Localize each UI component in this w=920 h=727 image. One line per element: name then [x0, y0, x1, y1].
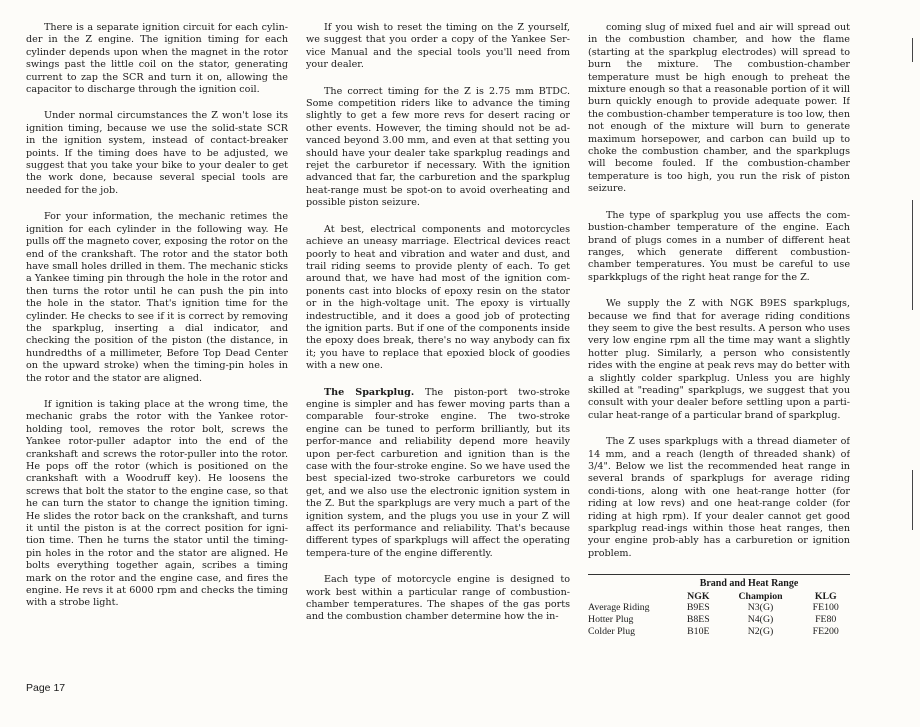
paragraph: The correct timing for the Z is 2.75 mm BTDC. Some competition riders like to advance the timing slightly to get a few more revs for desert racing or other events. However, the timing should not be ad-vanced beyond 3.00 mm, and even at that setting you should have your dealer take sparkplug readings and rejet the carburetor if necessary. With the ignition advanced that far, the carburetion and the sparkplug heat-range must be spot-on to avoid overheating and possible piston seizure.: [306, 85, 570, 209]
paragraph: For your information, the mechanic retimes the ignition for each cylinder in the following way. He pulls off the magneto cover, exposing the rotor on the end of the crankshaft. The rotor and the stator both have small holes drilled in them. The mechanic sticks a Yankee timing pin through the hole in the rotor and then turns the rotor until he can push the pin into the hole in the stator. That's ignition time for the cylinder. He checks to see if it is correct by removing the sparkplug, inserting a dial indicator, and checking the position of the piston (the distance, in hundredths of a millimeter, Before Top Dead Center on the upward stroke) when the timing-pin holes in the rotor and the stator are aligned.: [26, 211, 288, 384]
table-row-label: Hotter Plug: [588, 614, 634, 626]
table-cell-champion: N2(G): [747, 626, 774, 638]
table-row: [588, 614, 850, 626]
paragraph: Under normal circumstances the Z won't lose its ignition timing, because we use the solid-state SCR in the ignition system, instead of contact-breaker points. If the timing does have to be adjusted, we suggest that you take your bike to your dealer to get the work done, because several special tools are needed for the job.: [26, 110, 288, 196]
table-row-label: Colder Plug: [588, 626, 636, 638]
column-right: [588, 22, 850, 712]
table-cell-ngk: B10E: [687, 626, 710, 638]
paragraph-text: The piston-port two-stroke engine is simpler and has fewer moving parts than a comparable four-stroke engine. The two-stroke engine can be tuned to perform brilliantly, but its perfor-mance and reliability depend more heavily upon per-fect carburetion and ignition than is the case with the four-stroke engine. So we have used the best special-ized two-stroke carburetors we could get, and we also use the electronic ignition system in the Z. But the sparkplugs are very much a part of the ignition system, and the plugs you use in your Z will affect its performance and reliability. That's because different types of sparkplugs will affect the operating tempera-ture of the engine differently.: [306, 386, 570, 559]
page-edge-mark: [912, 38, 913, 62]
paragraph: At best, electrical components and motorcycles achieve an uneasy marriage. Electrical devices react poorly to heat and vibration and water and dust, and trail riding seems to provide plenty of each. To get around that, we have had most of the ignition com-ponents cast into blocks of epoxy resin on the stator or in the high-voltage unit. The epoxy is virtually indestructible, and it does a good job of protecting the ignition parts. But if one of the components inside the epoxy does break, there's no way anybody can fix it; you have to replace that epoxied block of goodies with a new one.: [306, 223, 570, 372]
table-cell-klg: FE100: [812, 602, 839, 614]
table-header-row: [588, 591, 850, 602]
column-middle: [306, 22, 570, 712]
paragraph: If you wish to reset the timing on the Z yourself, we suggest that you order a copy of the Yankee Ser-vice Manual and the special tools you'll need from your dealer.: [306, 22, 570, 71]
table-cell-ngk: B8ES: [686, 614, 710, 626]
page-number: Page 17: [26, 682, 66, 694]
page-edge-mark: [912, 200, 913, 310]
section-heading-sparkplug: The Sparkplug.: [324, 386, 415, 398]
table-row: [588, 626, 850, 638]
table-cell-ngk: B9ES: [686, 602, 710, 614]
table-top-rule: [588, 574, 850, 575]
paragraph: If ignition is taking place at the wrong time, the mechanic grabs the rotor with the Yankee rotor-holding tool, removes the rotor bolt, screws the Yankee rotor-puller adaptor into the end of the crankshaft and screws the rotor-puller into the rotor. He pops off the rotor (which is positioned on the crankshaft with a Woodruff key). He loosens the screws that bolt the stator to the engine case, so that he can turn the stator to change the ignition timing. He slides the rotor back on the crankshaft, and turns it until the piston is at the correct position for igni-tion time. Then he turns the stator until the timing-pin holes in the rotor and the stator are aligned. He bolts everything together again, scribes a timing mark on the rotor and the engine case, and fires the engine. He revs it at 6000 rpm and checks the timing with a strobe light.: [26, 398, 288, 609]
paragraph: We supply the Z with NGK B9ES sparkplugs, because we find that for average riding conditions they seem to give the best results. A person who uses very low engine rpm all the time may want a slightly hotter plug. Similarly, a person who consistently rides with the engine at peak revs may do better with a slightly colder sparkplug. Unless you are highly skilled at "reading" sparkplugs, we suggest that you consult with your dealer before settling upon a parti-cular heat-range of a particular brand of sparkplug.: [588, 298, 850, 421]
table-header-blank: [588, 591, 677, 602]
heat-range-table-block: [588, 574, 850, 638]
paragraph: The type of sparkplug you use affects the com-bustion-chamber temperature of the engine. Each brand of plugs comes in a number of different heat ranges, which generate different combustion-chamber temperatures. You must be careful to use sparkkplugs of the right heat range for the Z.: [588, 209, 850, 283]
page-edge-mark: [912, 470, 913, 530]
table-header-champion: Champion: [738, 591, 783, 603]
table-title: Brand and Heat Range: [699, 578, 799, 590]
column-left: [26, 22, 288, 670]
table-cell-klg: FE200: [812, 626, 839, 638]
table-row-label: Average Riding: [588, 602, 650, 614]
table-header-ngk: NGK: [687, 591, 710, 603]
paragraph: Each type of motorcycle engine is designed to work best within a particular range of combustion-chamber temperatures. The shapes of the gas ports and the combustion chamber determine how the in-: [306, 574, 570, 623]
paragraph-sparkplug: [306, 387, 570, 561]
paragraph: The Z uses sparkplugs with a thread diameter of 14 mm, and a reach (length of threaded shank) of 3/4". Below we list the recommended heat range in several brands of sparkplugs for average riding condi-tions, along with one heat-range hotter (for riding at low revs) and one heat-range colder (for riding at high rpm). If your dealer cannot get good sparkplug read-ings within those heat ranges, then your engine prob-ably has a carburetion or ignition problem.: [588, 436, 850, 559]
paragraph: coming slug of mixed fuel and air will spread out in the combustion chamber, and how the flame (starting at the sparkplug electrodes) will spread to burn the mixture. The combustion-chamber temperature must be high enough to preheat the mixture enough so that a reasonable portion of it will burn quickly enough to provide adequate power. If the combustion-chamber temperature is too low, then not enough of the mixture will burn to generate maximum horsepower, and carbon can build up to choke the combustion chamber, and the sparkplugs will become fouled. If the combustion-chamber temperature is too high, you run the risk of piston seizure.: [588, 22, 850, 195]
table-header-klg: KLG: [814, 591, 837, 603]
table-cell-champion: N4(G): [747, 614, 774, 626]
table-row: [588, 602, 850, 614]
table-cell-champion: N3(G): [747, 602, 774, 614]
paragraph: There is a separate ignition circuit for each cylin-der in the Z engine. The ignition timing for each cylinder depends upon when the magnet in the rotor swings past the little coil on the stator, generating current to zap the SCR and turn it on, allowing the capacitor to discharge through the ignition coil.: [26, 22, 288, 96]
table-cell-klg: FE80: [815, 614, 837, 626]
heat-range-table: [588, 591, 850, 638]
